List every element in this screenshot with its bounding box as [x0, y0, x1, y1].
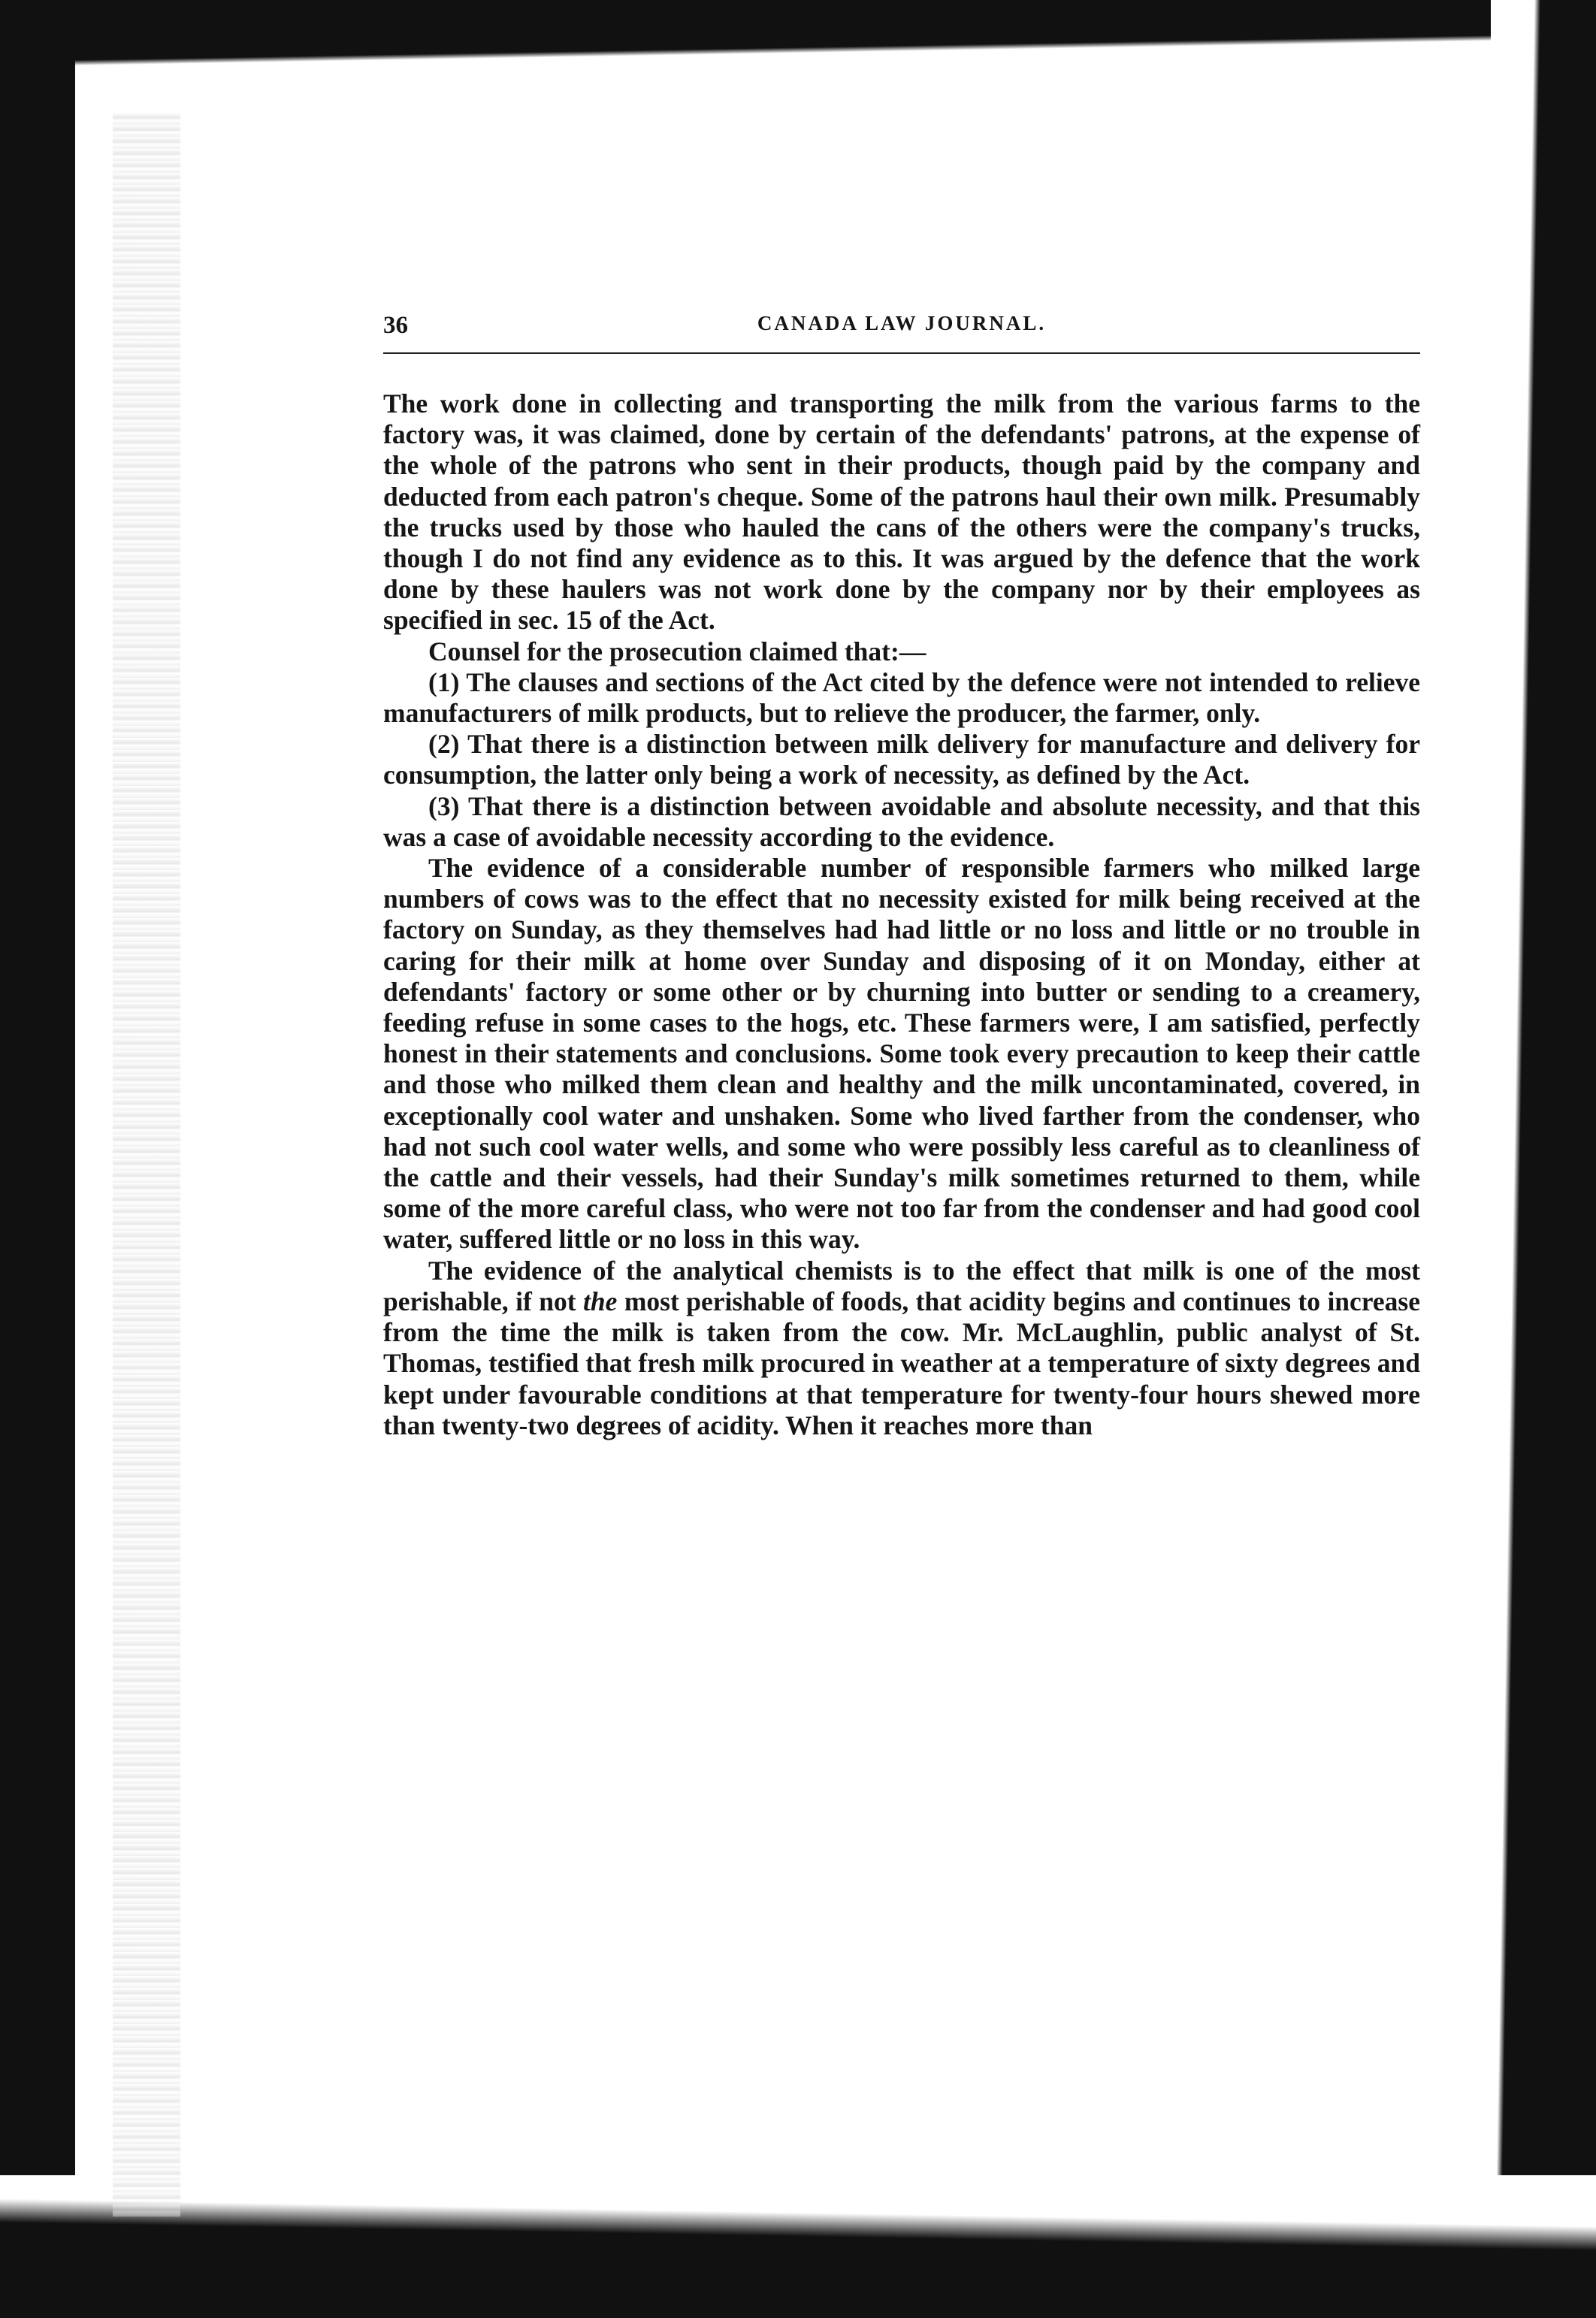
emphasis-text: the: [583, 1286, 618, 1316]
page-header: [383, 312, 1420, 354]
body-text: [383, 388, 1420, 1441]
paragraph: (3) That there is a distinction between avoidable and absolute necessity, and that this was a case of avoidable necessity according to the evidence.: [383, 790, 1420, 852]
paragraph: The evidence of a considerable number of responsible farmers who milked large numbers of cows was to the effect that no necessity existed for milk being received at the factory on Sunday, as they themselves had had little or no loss and little or no trouble in caring for their milk at home over Sunday and disposing of it on Monday, either at defendants' factory or some other or by churning into butter or sending to a creamery, feeding refuse in some cases to the hogs, etc. These farmers were, I am satisfied, perfectly honest in their statements and conclusions. Some took every precaution to keep their cattle and those who milked them clean and healthy and the milk uncontaminated, covered, in exceptionally cool water and unshaken. Some who lived farther from the condenser, who had not such cool water wells, and some who were possibly less careful as to cleanliness of the cattle and their vessels, had their Sunday's milk sometimes returned to them, while some of the more careful class, who were not too far from the condenser and had good cool water, suffered little or no loss in this way.: [383, 853, 1420, 1255]
paragraph: Counsel for the prosecution claimed that:—: [428, 636, 926, 666]
page-content: [383, 312, 1420, 1441]
paragraph-text: most perishable of foods, that acidity begins and continues to increase from the time the milk is taken from the cow. Mr. McLaughlin, public analyst of St. Thomas, testified that fresh milk procured in weather at a temperature of sixty degrees and kept under favourable conditions at that temperature for twenty-four hours shewed more than twenty-two degrees of acidity. When it reaches more than: [383, 1286, 1421, 1440]
paragraph: (1) The clauses and sections of the Act cited by the defence were not intended to relieve manufacturers of milk products, but to relieve the producer, the farmer, only.: [383, 666, 1420, 729]
paragraph: The work done in collecting and transporting the milk from the various farms to the factory was, it was claimed, done by certain of the defendants' patrons, at the expense of the whole of the patrons who sent in their products, though paid by the company and deducted from each patron's cheque. Some of the patrons haul their own milk. Presumably the trucks used by those who hauled the cans of the others were the company's trucks, though I do not find any evidence as to this. It was argued by the defence that the work done by these haulers was not work done by the company nor by their employees as specified in sec. 15 of the Act.: [383, 388, 1420, 636]
scan-border-right: [1491, 0, 1596, 2318]
running-head: CANADA LAW JOURNAL.: [757, 312, 1047, 334]
paragraph: (2) That there is a distinction between milk delivery for manufacture and delivery for consumption, the latter only being a work of necessity, as defined by the Act.: [383, 729, 1420, 790]
page-number: 36: [383, 312, 408, 339]
paragraph-text: The evidence of the analytical chemists is to the effect that milk is one of the most perishable, if not: [383, 1255, 1420, 1316]
scan-border-top: [75, 0, 1596, 83]
scan-border-left: [0, 0, 75, 2318]
paragraph: [383, 1256, 1420, 1441]
binding-shadow: [113, 113, 180, 2217]
scan-border-bottom: [0, 2175, 1596, 2318]
